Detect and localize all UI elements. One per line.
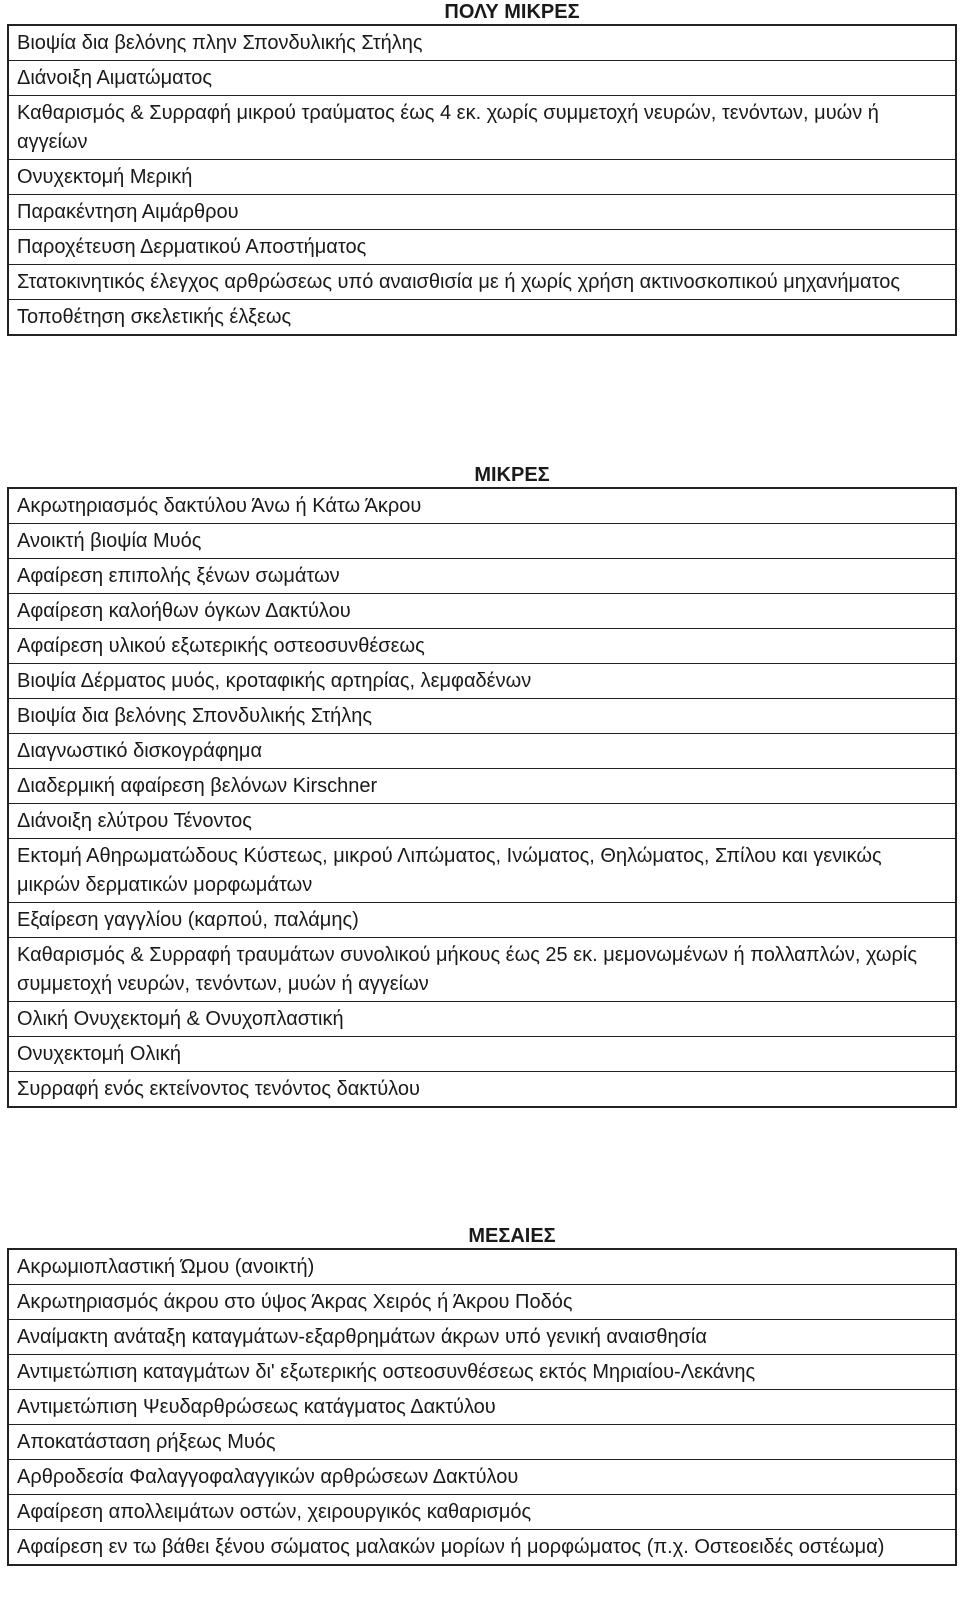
table-row [8, 265, 956, 300]
table-row [8, 903, 956, 938]
table-row [8, 1037, 956, 1072]
procedure-cell: Διάνοιξη Αιματώματος [8, 61, 956, 96]
procedure-cell: Καθαρισμός & Συρραφή μικρού τραύματος έως 4 εκ. χωρίς συμμετοχή νευρών, τενόντων, μυών ή αγγείων [8, 96, 956, 160]
procedure-cell: Παροχέτευση Δερματικού Αποστήματος [8, 230, 956, 265]
table-row [8, 1460, 956, 1495]
procedure-cell: Αφαίρεση επιπολής ξένων σωμάτων [8, 559, 956, 594]
table-row [8, 804, 956, 839]
procedure-cell: Ονυχεκτομή Μερική [8, 160, 956, 195]
table-row [8, 839, 956, 903]
procedure-cell: Καθαρισμός & Συρραφή τραυμάτων συνολικού μήκους έως 25 εκ. μεμονωμένων ή πολλαπλών, χωρίς συμμετοχή νευρών, τενόντων, μυών ή αγγείων [8, 938, 956, 1002]
procedure-cell: Αφαίρεση καλοήθων όγκων Δακτύλου [8, 594, 956, 629]
procedure-cell: Αντιμετώπιση Ψευδαρθρώσεως κατάγματος Δακτύλου [8, 1390, 956, 1425]
table-row [8, 699, 956, 734]
table-row [8, 629, 956, 664]
table-row [8, 230, 956, 265]
procedure-cell: Παρακέντηση Αιμάρθρου [8, 195, 956, 230]
table-row [8, 1425, 956, 1460]
procedure-cell: Ακρωμιοπλαστική Ώμου (ανοικτή) [8, 1249, 956, 1285]
table-row [8, 160, 956, 195]
procedure-cell: Αφαίρεση απολλειμάτων οστών, χειρουργικός καθαρισμός [8, 1495, 956, 1530]
table-row [8, 769, 956, 804]
procedure-cell: Διάνοιξη ελύτρου Τένοντος [8, 804, 956, 839]
procedure-cell: Ακρωτηριασμός δακτύλου Άνω ή Κάτω Άκρου [8, 488, 956, 524]
table-row [8, 1249, 956, 1285]
procedure-cell: Συρραφή ενός εκτείνοντος τενόντος δακτύλου [8, 1072, 956, 1108]
table-row [8, 25, 956, 61]
procedure-cell: Αντιμετώπιση καταγμάτων δι' εξωτερικής οστεοσυνθέσεως εκτός Μηριαίου-Λεκάνης [8, 1355, 956, 1390]
section-heading: ΜΕΣΑΙΕΣ [468, 1225, 556, 1247]
table-row [8, 488, 956, 524]
procedure-table [7, 24, 957, 336]
procedure-cell: Εκτομή Αθηρωματώδους Κύστεως, μικρού Λιπώματος, Ινώματος, Θηλώματος, Σπίλου και γενικώς μικρών δερματικών μορφωμάτων [8, 839, 956, 903]
table-row [8, 1002, 956, 1037]
procedure-cell: Στατοκινητικός έλεγχος αρθρώσεως υπό αναισθισία με ή χωρίς χρήση ακτινοσκοπικού μηχανήματος [8, 265, 956, 300]
procedure-table [7, 487, 957, 1108]
procedure-cell: Αρθροδεσία Φαλαγγοφαλαγγικών αρθρώσεων Δακτύλου [8, 1460, 956, 1495]
procedure-cell: Εξαίρεση γαγγλίου (καρπού, παλάμης) [8, 903, 956, 938]
table-row [8, 1390, 956, 1425]
procedure-cell: Αποκατάσταση ρήξεως Μυός [8, 1425, 956, 1460]
procedure-cell: Βιοψία Δέρματος μυός, κροταφικής αρτηρίας, λεμφαδένων [8, 664, 956, 699]
section-heading: ΠΟΛΥ ΜΙΚΡΕΣ [444, 1, 580, 23]
section-poly-mikres [7, 0, 957, 336]
procedure-cell: Ακρωτηριασμός άκρου στο ύψος Άκρας Χειρός ή Άκρου Ποδός [8, 1285, 956, 1320]
table-row [8, 1285, 956, 1320]
table-row [8, 559, 956, 594]
procedure-cell: Αφαίρεση εν τω βάθει ξένου σώματος μαλακών μορίων ή μορφώματος (π.χ. Οστεοειδές οστέωμα) [8, 1530, 956, 1566]
table-row [8, 594, 956, 629]
procedure-cell: Αναίμακτη ανάταξη καταγμάτων-εξαρθρημάτων άκρων υπό γενική αναισθησία [8, 1320, 956, 1355]
procedure-cell: Διαδερμική αφαίρεση βελόνων Kirschner [8, 769, 956, 804]
table-row [8, 1320, 956, 1355]
table-row [8, 734, 956, 769]
table-row [8, 96, 956, 160]
table-row [8, 664, 956, 699]
table-row [8, 195, 956, 230]
table-row [8, 300, 956, 336]
procedure-cell: Βιοψία δια βελόνης πλην Σπονδυλικής Στήλης [8, 25, 956, 61]
procedure-table [7, 1248, 957, 1566]
procedure-cell: Διαγνωστικό δισκογράφημα [8, 734, 956, 769]
procedure-cell: Ονυχεκτομή Ολική [8, 1037, 956, 1072]
table-row [8, 938, 956, 1002]
procedure-cell: Βιοψία δια βελόνης Σπονδυλικής Στήλης [8, 699, 956, 734]
table-row [8, 61, 956, 96]
section-mikres [7, 463, 957, 1108]
procedure-cell: Ανοικτή βιοψία Μυός [8, 524, 956, 559]
table-row [8, 1072, 956, 1108]
section-heading: ΜΙΚΡΕΣ [474, 464, 550, 486]
procedure-cell: Αφαίρεση υλικού εξωτερικής οστεοσυνθέσεως [8, 629, 956, 664]
table-row [8, 1495, 956, 1530]
table-row [8, 524, 956, 559]
table-row [8, 1530, 956, 1566]
table-row [8, 1355, 956, 1390]
procedure-cell: Ολική Ονυχεκτομή & Ονυχοπλαστική [8, 1002, 956, 1037]
procedure-cell: Τοποθέτηση σκελετικής έλξεως [8, 300, 956, 336]
section-mesaies [7, 1224, 957, 1566]
